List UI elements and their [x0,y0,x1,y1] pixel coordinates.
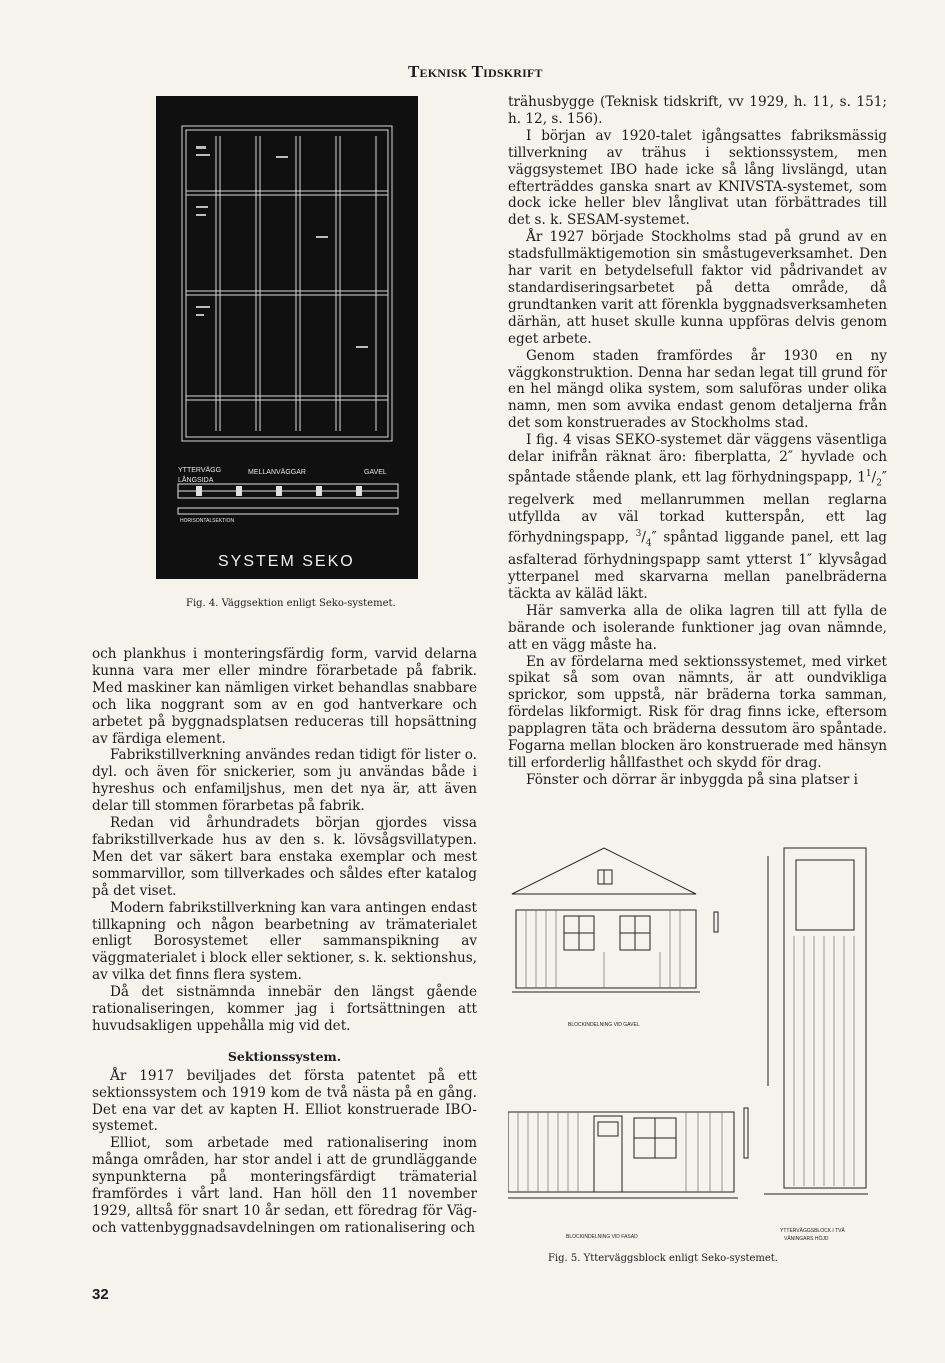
paragraph: Genom staden framfördes år 1930 en ny väggkonstruktion. Denna har sedan legat till grund för en hel mängd olika system, som saluföras under olika namn, men som avvika endast genom detaljerna från det som konstruerades av Stockholms stad. [508,347,887,432]
label-long-side: LÅNGSIDA [178,477,214,484]
paragraph: Elliot, som arbetade med rationalisering inom många områden, har stor andel i att de grundläggande synpunkterna på monteringsfärdigt trämaterial framfördes i vårt land. Han höll den 11 november 1929, alltså för snart 10 år sedan, ett föredrag för Väg- och vattenbyggnadsavdelningen om rationalisering och [92,1135,477,1236]
section-heading: Sektionssystem. [227,1048,342,1064]
left-column [92,646,477,1237]
figure-5-drawing [508,846,892,1246]
figure-4-caption: Fig. 4. Väggsektion enligt Seko-systemet. [186,598,396,609]
journal-header: Teknisk Tidskrift [408,62,543,81]
figure-4-blueprint [156,96,418,579]
blueprint-drawing [156,96,418,579]
paragraph: Här samverka alla de olika lagren till att fylla de bärande och isolerande funktioner jag ovan nämnde, att en vägg måste ha. [508,602,887,653]
label-horizontal-section: HORISONTALSEKTION [180,518,235,524]
paragraph: och plankhus i monteringsfärdig form, varvid delarna kunna vara mer eller mindre förarbetade på fabrik. Med maskiner kan nämligen virket behandlas snabbare och lika noggrant som av en god hantverkare och arbetet på byggnadsplatsen reduceras till hopsättning av färdiga element. [92,646,477,747]
label-facade-blocks: BLOCKINDELNING VID FASAD [566,1234,638,1240]
label-wall-block-1: YTTERVÄGGSBLOCK I TVÅ [780,1228,845,1234]
label-wall-block-2: VÅNINGARS HÖJD [784,1236,829,1242]
paragraph: I början av 1920-talet igångsattes fabriksmässig tillverkning av trähus i sektionssystem, men väggsystemet IBO hade icke så lång livslängd, utan efterträddes ganska snart av KNIVSTA-systemet, som dock icke heller blev långlivat utan förbättrades till det s. k. SESAM-systemet. [508,127,887,229]
wall-blocks-drawing [508,846,892,1246]
paragraph: År 1927 började Stockholms stad på grund av en stadsfullmäktigemotion sin småstugeverksamhet. Den har varit en betydelsefull faktor vid pådrivandet av standardiseringsarbetet på detta område, då grundtanken varit att förenkla byggnadsverksamheten därhän, att huset skulle kunna uppföras delvis genom eget arbete. [508,229,887,347]
paragraph: trähusbygge (Teknisk tidskrift, vv 1929, h. 11, s. 151; h. 12, s. 156). [508,94,887,127]
paragraph: Då det sistnämnda innebär den längst gående rationaliseringen, kommer jag i fortsättningen att huvudsakligen uppehålla mig vid det. [92,984,477,1034]
label-gable: GAVEL [364,469,387,476]
paragraph: Fabrikstillverkning användes redan tidigt för lister o. dyl. och även för snickerier, som ju användas både i hyreshus och enfamiljshus, men det nya är, att även delar till stommen förarbetas på fabrik. [92,747,477,815]
label-middle-walls: MELLANVÄGGAR [248,469,306,476]
plate-title: SYSTEM SEKO [218,553,355,570]
label-outer-wall: YTTERVÄGG [178,467,222,474]
figure-5-caption: Fig. 5. Ytterväggsblock enligt Seko-systemet. [548,1253,778,1264]
paragraph: År 1917 beviljades det första patentet på ett sektionssystem och 1919 kom de två nästa på en gång. Det ena var det av kapten H. Elliot konstruerade IBO-systemet. [92,1067,477,1135]
page-number: 32 [92,1286,109,1303]
right-column [508,94,887,789]
paragraph: Fönster och dörrar är inbyggda på sina platser i [526,771,858,788]
label-gable-blocks: BLOCKINDELNING VID GAVEL [568,1022,640,1028]
paragraph: Redan vid århundradets början gjordes vissa fabrikstillverkade hus av den s. k. lövsågsvillatypen. Men det var säkert bara enstaka exemplar och mest sommarvillor, som tillverkades och såldes efter katalog på det viset. [92,815,477,899]
paragraph: En av fördelarna med sektionssystemet, med virket spikat så som ovan nämnts, är att oundvikliga sprickor, som uppstå, när bräderna torka samman, fördelas likformigt. Risk för drag finns icke, eftersom papplagren täta och bräderna dessutom äro spåntade. Fogarna mellan blocken äro konstruerade med hänsyn till erforderlig hållfasthet och skydd för drag. [508,653,887,771]
paragraph: I fig. 4 visas SEKO-systemet där väggens väsentliga delar inifrån räknat äro: fiberplatta, 2″ hyvlade och spåntade stående plank, ett lag förhydningspapp, $1^1/_2''$ regelverk med mellanrummen mellan reglarna utfyllda av väl torkad kutterspån, ett lag förhydningspapp, $^3/_4''$ spåntad liggande panel, ett lag asfalterad förhydningspapp samt ytterst 1″ klyvsågad ytterpanel med skarvarna mellan panelbräderna täckta av käläd läkt. [508,432,887,602]
paragraph: Modern fabrikstillverkning kan vara antingen endast tillkapning och någon bearbetning av trämaterialet enligt Borosystemet eller sammanspikning av väggmaterialet i block eller sektioner, s. k. sektionshus, av vilka det finns flera system. [92,899,477,984]
